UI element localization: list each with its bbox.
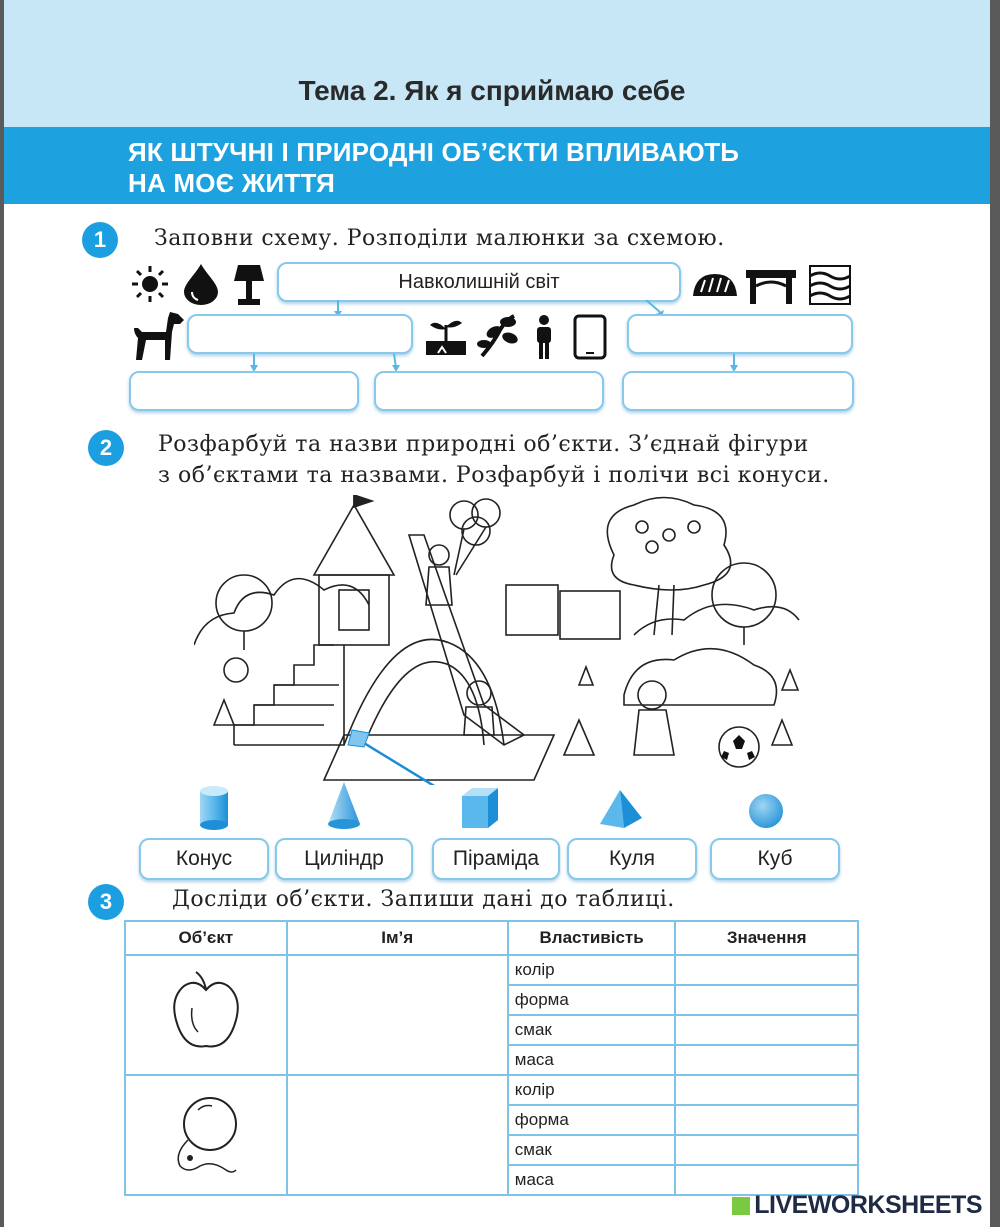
header-name: Ім’я (287, 921, 508, 955)
task-2-instruction-line-2: з об’єктами та назвами. Розфарбуй і полічи всі конуси. (158, 463, 830, 488)
table-row (125, 1075, 858, 1105)
header-property: Властивість (508, 921, 676, 955)
header-object: Об’єкт (125, 921, 287, 955)
table-row (125, 955, 858, 985)
liveworksheets-logo[interactable] (732, 1191, 982, 1220)
property-taste-2: смак (508, 1135, 676, 1165)
lamp-icon[interactable] (232, 263, 266, 307)
label-sphere[interactable]: Куля (567, 838, 697, 880)
lesson-title-line-2: НА МОЄ ЖИТТЯ (128, 168, 336, 198)
apple-icon (166, 968, 246, 1058)
label-pyramid[interactable]: Піраміда (432, 838, 560, 880)
value-color-2[interactable] (675, 1075, 858, 1105)
lesson-banner (4, 127, 990, 204)
scheme-box-artificial[interactable] (627, 314, 853, 354)
task-2-instruction-line-1: Розфарбуй та назви природні об’єкти. З’єднай фігури (158, 432, 809, 457)
property-mass-2: маса (508, 1165, 676, 1195)
name-input-balloon[interactable] (287, 1075, 508, 1195)
scheme-box-natural[interactable] (187, 314, 413, 354)
logo-mark-icon (732, 1197, 750, 1215)
name-input-apple[interactable] (287, 955, 508, 1075)
waves-icon[interactable] (806, 264, 854, 306)
tree-branch-icon[interactable] (474, 312, 522, 358)
playground-scene-image[interactable] (194, 495, 804, 785)
cone-shape-icon[interactable] (324, 780, 364, 832)
task-1-instruction: Заповни схему. Розподіли малюнки за схемою. (154, 226, 725, 251)
task-3-number: 3 (88, 884, 124, 920)
sphere-shape-icon[interactable] (747, 792, 785, 830)
label-cone[interactable]: Конус (139, 838, 269, 880)
value-color-1[interactable] (675, 955, 858, 985)
scheme-root-box: Навколишній світ (277, 262, 681, 302)
property-shape-1: форма (508, 985, 676, 1015)
cylinder-shape-icon[interactable] (194, 785, 234, 831)
theme-title: Тема 2. Як я сприймаю себе (298, 75, 686, 106)
task-1-number: 1 (82, 222, 118, 258)
sun-icon[interactable] (128, 264, 172, 304)
label-cube[interactable]: Куб (710, 838, 840, 880)
sprout-icon[interactable] (424, 315, 468, 357)
drop-icon[interactable] (180, 262, 222, 306)
task-2-number: 2 (88, 430, 124, 466)
tablet-icon[interactable] (572, 314, 608, 360)
value-mass-1[interactable] (675, 1045, 858, 1075)
scheme-box-nonliving[interactable] (374, 371, 604, 411)
lesson-title-line-1: ЯК ШТУЧНІ І ПРИРОДНІ ОБ’ЄКТИ ВПЛИВАЮТЬ (128, 137, 740, 167)
worksheet-page (4, 0, 990, 1227)
dog-icon[interactable] (130, 310, 186, 362)
property-taste-1: смак (508, 1015, 676, 1045)
cube-shape-icon[interactable] (458, 786, 500, 832)
table-icon[interactable] (744, 266, 798, 306)
value-taste-1[interactable] (675, 1015, 858, 1045)
properties-table (124, 920, 859, 1196)
scheme-box-artificial-sub[interactable] (622, 371, 854, 411)
top-band (4, 0, 990, 127)
lesson-title (128, 137, 739, 199)
value-shape-2[interactable] (675, 1105, 858, 1135)
property-mass-1: маса (508, 1045, 676, 1075)
property-color-1: колір (508, 955, 676, 985)
value-shape-1[interactable] (675, 985, 858, 1015)
bread-icon[interactable] (691, 270, 739, 300)
object-balloon-cell (125, 1075, 287, 1195)
scheme-box-living[interactable] (129, 371, 359, 411)
property-shape-2: форма (508, 1105, 676, 1135)
header-value: Значення (675, 921, 858, 955)
pyramid-shape-icon[interactable] (596, 788, 646, 830)
value-taste-2[interactable] (675, 1135, 858, 1165)
task-3-instruction: Досліди об’єкти. Запиши дані до таблиці. (172, 887, 675, 912)
person-icon[interactable] (532, 314, 556, 360)
object-apple-cell (125, 955, 287, 1075)
balloon-icon (166, 1088, 246, 1178)
label-cylinder[interactable]: Циліндр (275, 838, 413, 880)
property-color-2: колір (508, 1075, 676, 1105)
logo-text: LIVEWORKSHEETS (754, 1191, 982, 1219)
